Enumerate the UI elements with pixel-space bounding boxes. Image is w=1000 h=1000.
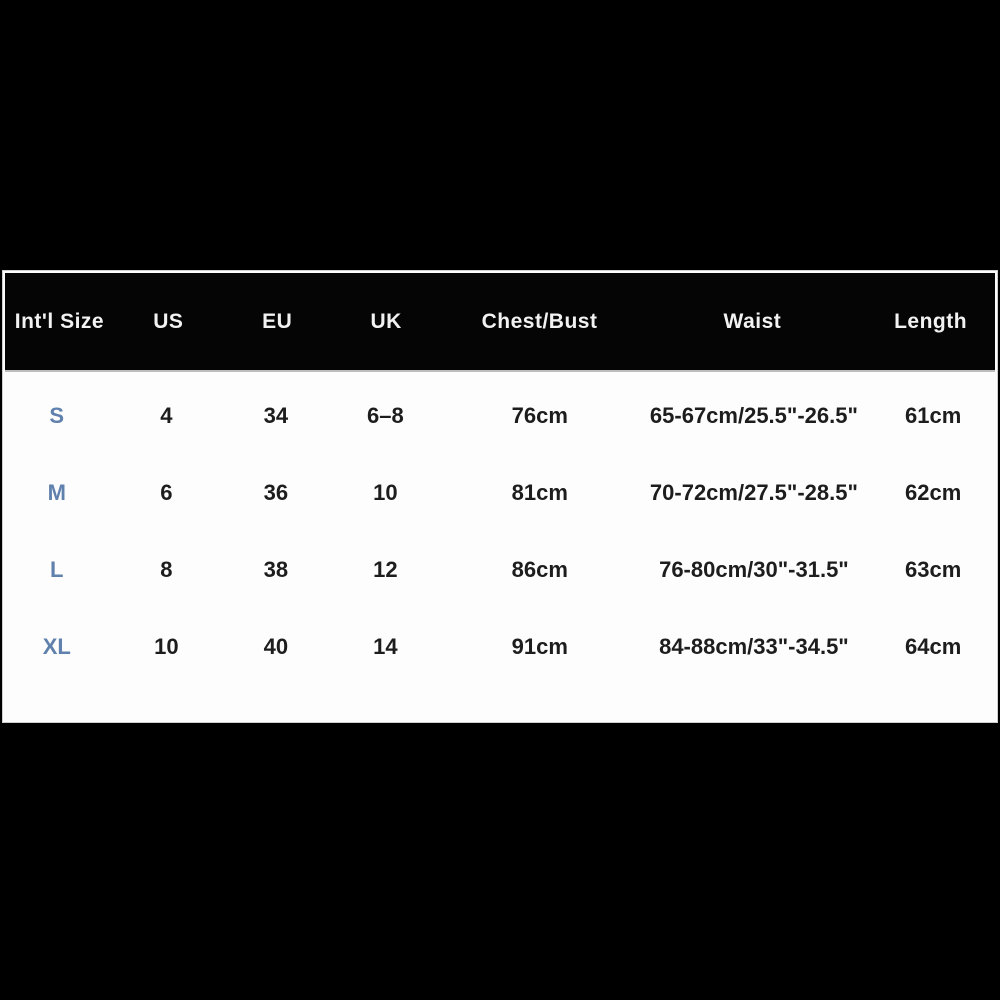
uk-value: 10 (373, 479, 398, 505)
size-label: L (50, 556, 64, 582)
chest-value: 86cm (511, 556, 568, 582)
chest-value: 91cm (511, 633, 568, 659)
length-value: 62cm (905, 479, 962, 505)
table-row-s (2, 377, 998, 454)
table-row-m (2, 454, 998, 531)
header-cell-uk: UK (370, 309, 402, 333)
chest-value: 76cm (511, 402, 568, 428)
length-value: 64cm (905, 633, 962, 659)
us-value: 6 (160, 479, 173, 505)
header-cell-us: US (153, 309, 184, 333)
table-header-row (5, 273, 995, 372)
waist-value: 65-67cm/25.5"-26.5" (649, 402, 858, 428)
waist-value: 70-72cm/27.5"-28.5" (649, 479, 858, 505)
eu-value: 36 (263, 479, 289, 505)
size-label: M (47, 479, 66, 505)
header-cell-intl-size: Int'l Size (14, 309, 105, 333)
table-row-l (2, 531, 998, 608)
us-value: 10 (154, 633, 179, 659)
uk-value: 14 (373, 633, 398, 659)
length-value: 61cm (905, 402, 962, 428)
header-cell-chest: Chest/Bust (481, 309, 598, 333)
waist-value: 76-80cm/30"-31.5" (659, 556, 849, 582)
us-value: 4 (160, 402, 173, 428)
eu-value: 34 (263, 402, 289, 428)
size-label: S (49, 402, 65, 428)
eu-value: 38 (263, 556, 289, 582)
header-cell-waist: Waist (723, 309, 782, 333)
length-value: 63cm (905, 556, 962, 582)
us-value: 8 (160, 556, 173, 582)
waist-value: 84-88cm/33"-34.5" (659, 633, 849, 659)
header-cell-length: Length (894, 309, 968, 333)
uk-value: 12 (373, 556, 398, 582)
table-body (2, 372, 998, 685)
table-row-xl (2, 608, 998, 685)
header-cell-eu: EU (262, 309, 293, 333)
uk-value: 6–8 (367, 402, 404, 428)
size-label: XL (42, 633, 71, 659)
eu-value: 40 (263, 633, 289, 659)
size-chart-panel (2, 270, 998, 723)
chest-value: 81cm (511, 479, 568, 505)
